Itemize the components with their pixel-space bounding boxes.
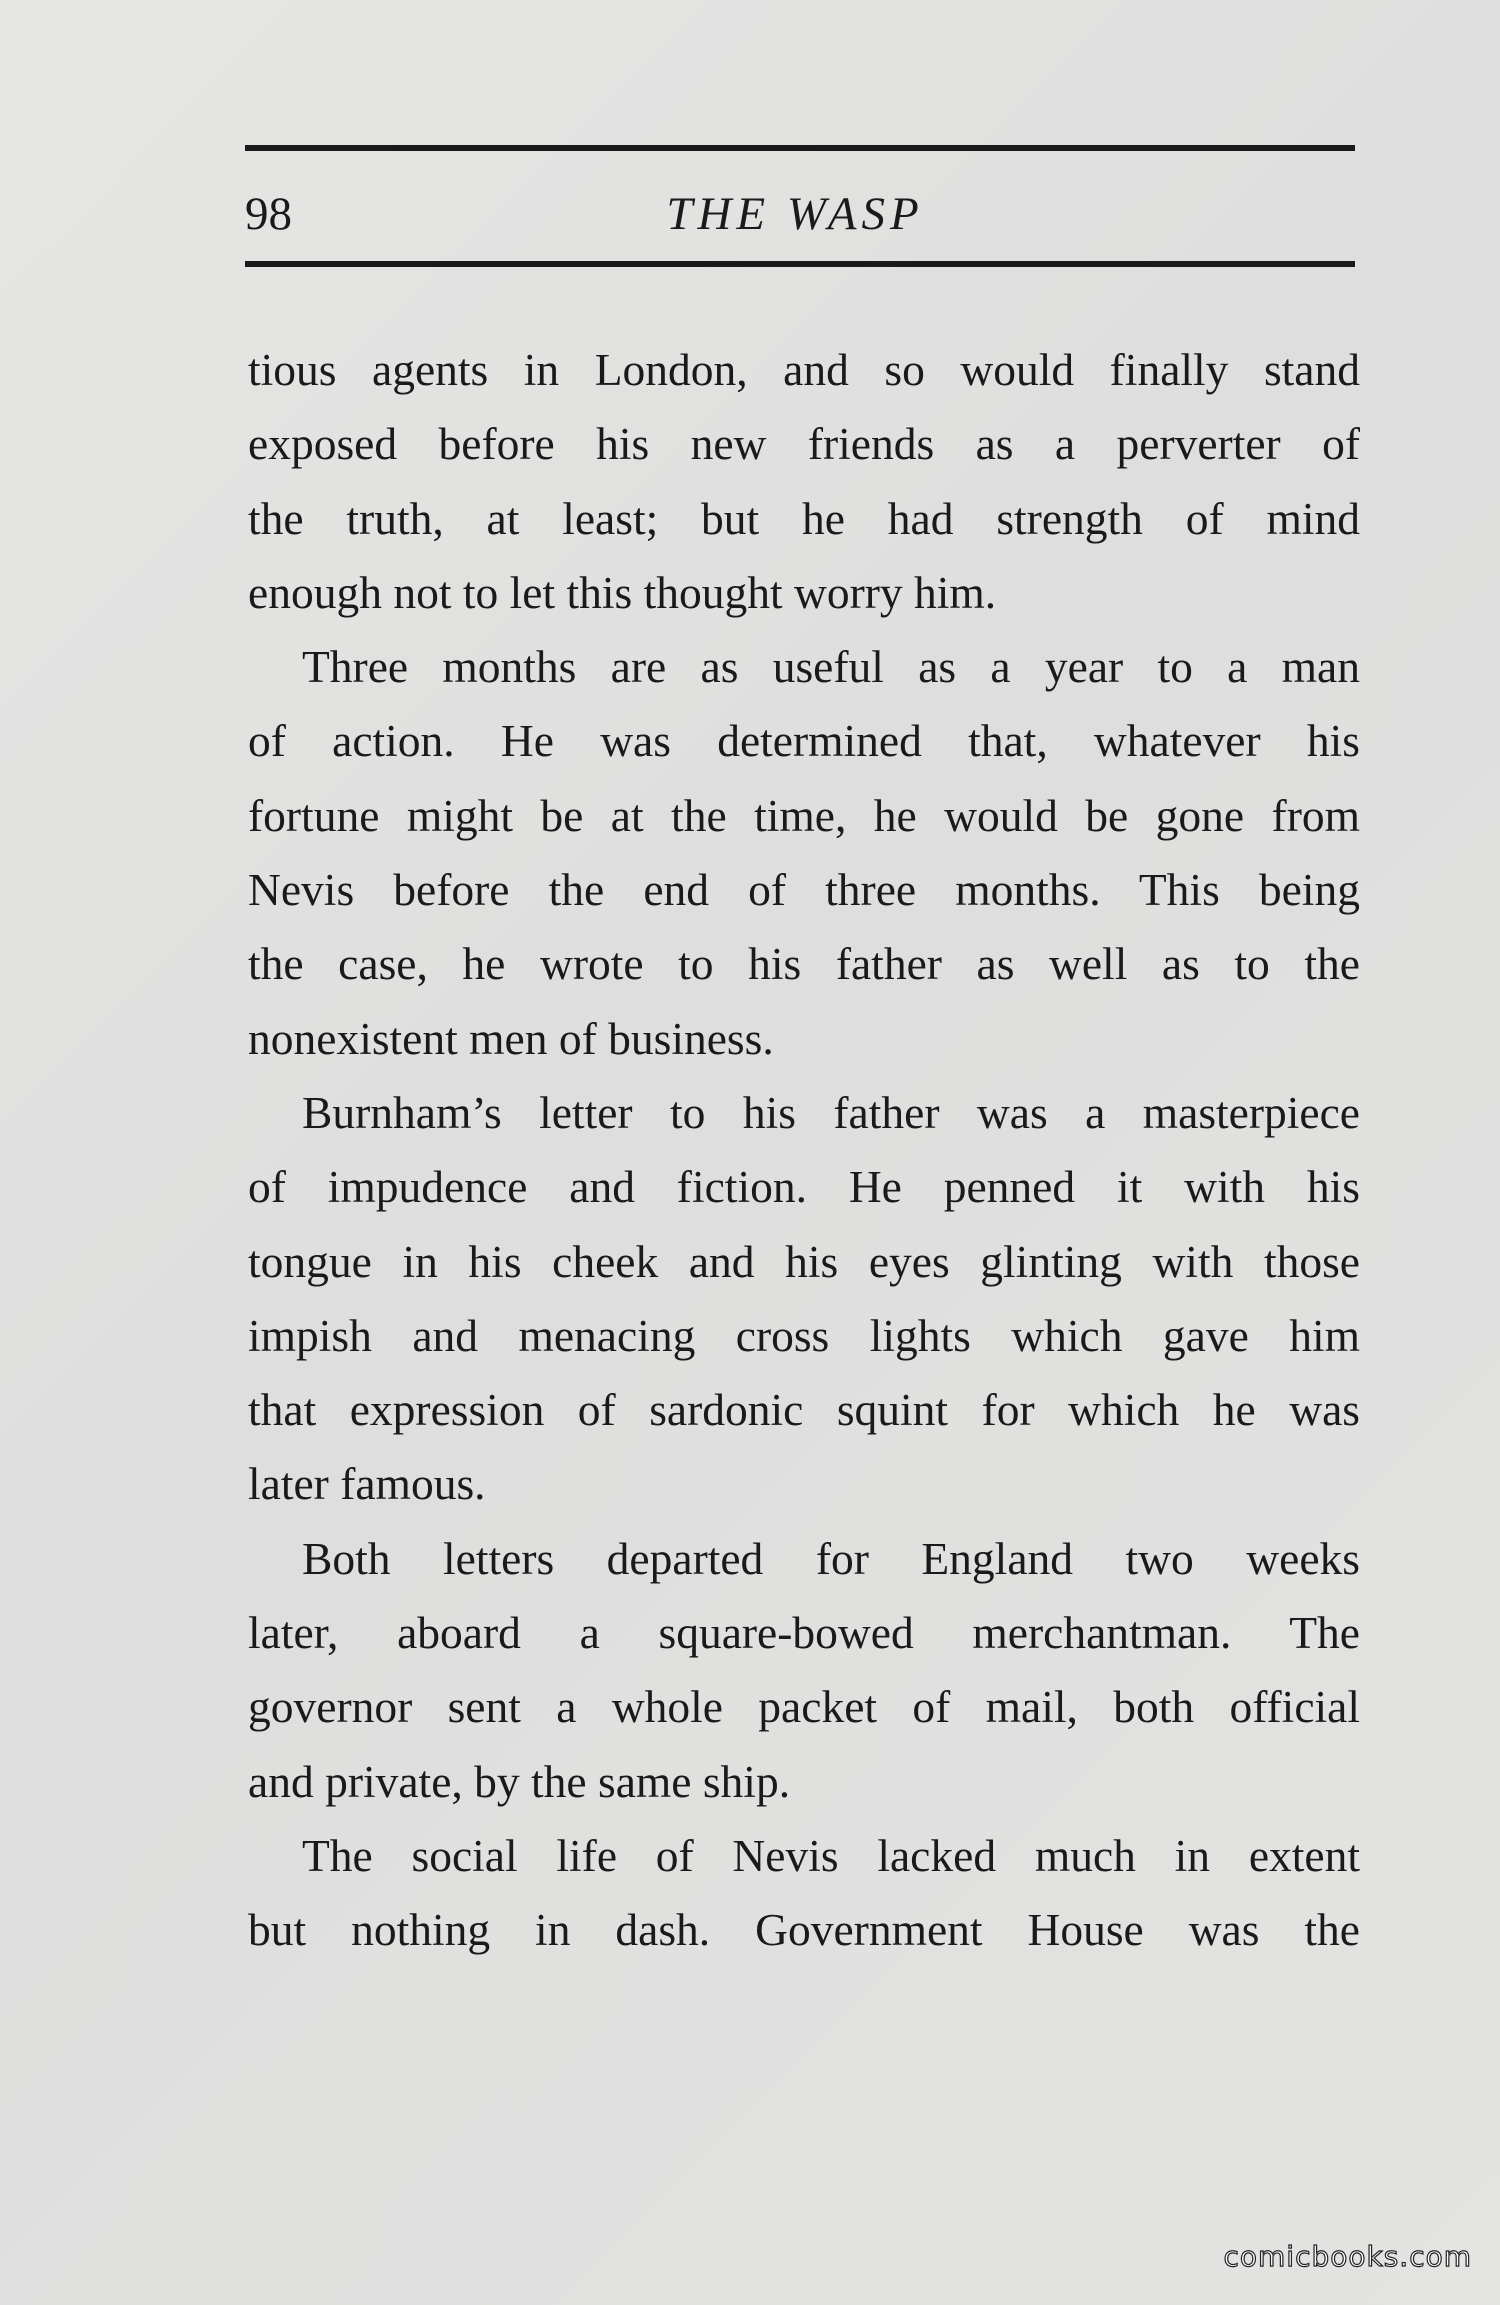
text-line: of impudence and fiction. He penned it with his [248,1161,1360,1213]
header-rule-bottom [245,261,1355,267]
text-line: governor sent a whole packet of mail, both official [248,1681,1360,1733]
text-line: the truth, at least; but he had strength of mind [248,492,1360,544]
text-line: and private, by the same ship. [248,1755,791,1807]
text-line: that expression of sardonic squint for which he was [248,1384,1360,1436]
text-line: nonexistent men of business. [248,1012,774,1064]
text-line: fortune might be at the time, he would be gone from [248,789,1360,841]
text-line: tongue in his cheek and his eyes glinting with those [248,1235,1360,1287]
text-line: later, aboard a square-bowed merchantman. The [248,1607,1360,1659]
text-line: of action. He was determined that, whatever his [248,715,1360,767]
body-text [248,333,1360,1968]
header-rule-top [245,145,1355,151]
text-line: enough not to let this thought worry him. [248,566,997,618]
watermark: comicbooks.com [1223,2240,1472,2273]
running-head: THE WASP [666,188,924,240]
text-line: impish and menacing cross lights which gave him [248,1309,1360,1361]
text-line: Nevis before the end of three months. This being [248,864,1360,916]
text-line: but nothing in dash. Government House was the [248,1904,1360,1956]
text-line: tious agents in London, and so would finally stand [248,344,1360,395]
paragraph-first-line: Both letters departed for England two weeks [302,1532,1360,1584]
text-line: exposed before his new friends as a perverter of [248,418,1360,470]
text-line: the case, he wrote to his father as well as to the [248,938,1360,990]
paragraph-first-line: Three months are as useful as a year to a man [302,641,1360,693]
paragraph-first-line: Burnham’s letter to his father was a masterpiece [302,1086,1360,1138]
paragraph-first-line: The social life of Nevis lacked much in extent [302,1829,1360,1881]
page-number: 98 [245,188,292,240]
text-line: later famous. [248,1458,486,1510]
